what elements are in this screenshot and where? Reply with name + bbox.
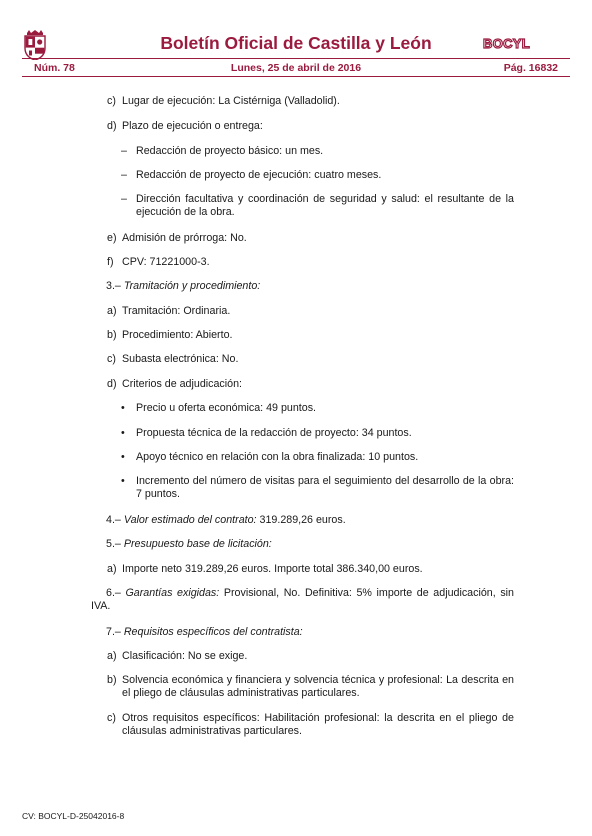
section-heading: 5.– Presupuesto base de licitación: — [106, 538, 272, 550]
bullet-item: • Incremento del número de visitas para el seguimiento del desarrollo de la obra: 7 puntos. — [121, 475, 514, 501]
dash-item: – Dirección facultativa y coordinación de seguridad y salud: el resultante de la ejecución de la obra. — [121, 193, 514, 219]
section-paragraph: 6.– Garantías exigidas: Provisional, No. Definitiva: 5% importe de adjudicación, sin IVA. — [91, 587, 514, 613]
bullet-item: • Precio u oferta económica: 49 puntos. — [121, 402, 317, 414]
cv-code: CV: BOCYL-D-25042016-8 — [22, 811, 125, 821]
section-heading: 7.– Requisitos específicos del contratista: — [106, 626, 303, 638]
list-item: c) Lugar de ejecución: La Cistérniga (Valladolid). — [107, 95, 340, 107]
list-item: b) Solvencia económica y financiera y solvencia técnica y profesional: La descrita en el pliego de cláusulas administrativas particulares. — [107, 674, 514, 700]
list-item: a) Tramitación: Ordinaria. — [107, 305, 231, 317]
bocyl-logo: BOCYL — [483, 36, 530, 51]
dash-item: – Redacción de proyecto de ejecución: cuatro meses. — [121, 169, 382, 181]
list-item: e) Admisión de prórroga: No. — [107, 232, 247, 244]
header-divider-bottom — [22, 76, 570, 77]
list-item: a) Importe neto 319.289,26 euros. Importe total 386.340,00 euros. — [107, 563, 423, 575]
list-item: b) Procedimiento: Abierto. — [107, 329, 233, 341]
issue-number: Núm. 78 — [34, 62, 75, 74]
section-heading: 4.– Valor estimado del contrato: 319.289,26 euros. — [106, 514, 346, 526]
list-item: c) Subasta electrónica: No. — [107, 353, 239, 365]
dash-item: – Redacción de proyecto básico: un mes. — [121, 145, 324, 157]
page-number: Pág. 16832 — [503, 62, 558, 74]
bullet-item: • Apoyo técnico en relación con la obra finalizada: 10 puntos. — [121, 451, 419, 463]
list-item: c) Otros requisitos específicos: Habilitación profesional: la descrita en el pliego de cláusulas administrativas particulares. — [107, 712, 514, 738]
list-item: f) CPV: 71221000-3. — [107, 256, 210, 268]
list-item: d) Criterios de adjudicación: — [107, 378, 242, 390]
bulletin-title: Boletín Oficial de Castilla y León — [160, 33, 432, 53]
section-heading: 3.– Tramitación y procedimiento: — [106, 280, 261, 292]
list-item: d) Plazo de ejecución o entrega: — [107, 120, 263, 132]
issue-date: Lunes, 25 de abril de 2016 — [230, 62, 362, 74]
bullet-item: • Propuesta técnica de la redacción de proyecto: 34 puntos. — [121, 427, 412, 439]
header-divider — [22, 58, 570, 59]
list-item: a) Clasificación: No se exige. — [107, 650, 248, 662]
